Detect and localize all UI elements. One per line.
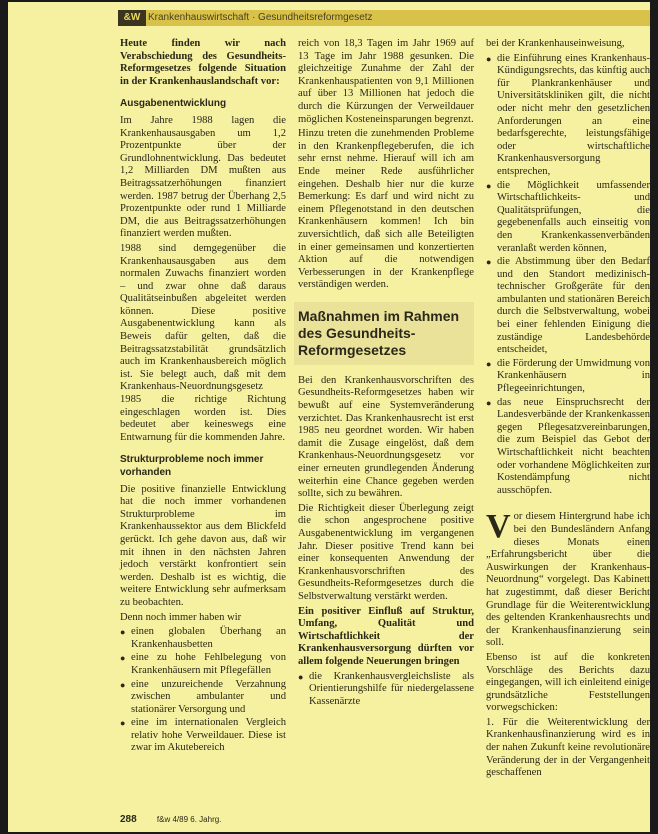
paragraph: Hinzu treten die zunehmenden Probleme in den Krankenpflegeberufen, die ich sehr ernst nehme. Hierauf will ich am Ende meiner Rede ausführlicher eingehen. Deshalb hier nur die kurze Bemerkung: Es darf und wird nicht zu einem Pflegenotstand in den deutschen Krankenhäusern kommen! Ich bin zuversichtlich, daß sich alle Beteiligten in einer gemeinsamen und konzertierten Aktion auf die notwendigen Verbesserungen in der Krankenpflege verständigen werden. — [298, 128, 474, 291]
list-item: ● eine im internationalen Vergleich relativ hohe Verweildauer. Diese ist zwar im Akutebereich — [120, 717, 286, 755]
paragraph: Die positive finanzielle Entwicklung hat die noch immer vorhandenen Strukturprobleme im Krankenhaussektor aus dem Blickfeld gerückt. Ich gehe davon aus, daß wir mit ihnen in den nächsten Jahren jedoch verstärkt konfrontiert sein werden. Deshalb ist es wichtig, die weitere Entwicklung sehr aufmerksam zu beobachten. — [120, 483, 286, 608]
list-item: ● einen globalen Überhang an Krankenhausbetten — [120, 626, 286, 651]
list-item: ● eine zu hohe Fehlbelegung von Krankenhäusern mit Pflegefällen — [120, 652, 286, 677]
bold-paragraph: Ein positiver Einfluß auf Struktur, Umfang, Qualität und Wirtschaftlichkeit der Krankenhausversorgung dürften vor allem folgende Neuerungen bringen — [298, 605, 474, 667]
lead-paragraph: Heute finden wir nach Verabschiedung des Gesundheits-Reformgesetzes folgende Situation in der Krankenhauslandschaft vor: — [120, 38, 286, 87]
bullet-list — [120, 626, 286, 755]
list-item: ● eine unzureichende Verzahnung zwischen ambulanter und stationärer Versorgung und — [120, 679, 286, 717]
list-item: ● die Förderung der Umwidmung von Krankenhäusern in Pflegeeinrichtungen, — [486, 358, 650, 396]
drop-cap: V — [486, 508, 511, 546]
paragraph: Denn noch immer haben wir — [120, 611, 242, 623]
paragraph: reich von 18,3 Tagen im Jahr 1969 auf 13 Tage im Jahr 1988 gesunken. Die gleichzeitige Zunahme der Zahl der Krankenhauspatienten von 9,1 Millionen auf über 13 Millionen hat jedoch die durch die Kürzungen der Verweildauer möglichen Kosteneinsparungen begrenzt. — [298, 38, 474, 125]
column-2 — [298, 38, 474, 709]
paragraph: Bei den Krankenhausvorschriften des Gesundheits-Reformgesetzes haben wir bewußt auf eine Systemveränderung verzichtet. Das Krankenhausrecht ist erst 1985 neu geordnet worden. Wir haben damit die Zusage eingelöst, daß dem Krankenhaus-Neuordnungsgesetz vor einer erneuten grundlegenden Änderung weiterhin eine Chance gegeben werden sollte, sich zu bewähren. — [298, 374, 474, 500]
running-header: Krankenhauswirtschaft · Gesundheitsreformgesetz — [118, 10, 650, 26]
list-item: ● die Abstimmung über den Bedarf und den Standort medizinisch-technischer Großgeräte für den ambulanten und stationären Bereich durch die Selbstverwaltung, wobei bei einer fehlenden Einigung die zuständige Landesbehörde entscheidet, — [486, 256, 650, 357]
page-number: 288 — [120, 814, 137, 825]
document-page — [8, 2, 650, 832]
list-item: ● die Krankenhausvergleichsliste als Orientierungshilfe für niedergelassene Kassenärzte — [298, 671, 474, 709]
paragraph: bei der Krankenhauseinweisung, — [486, 38, 625, 49]
heading-ausgabenentwicklung: Ausgabenentwicklung — [120, 98, 227, 110]
paragraph-text: or diesem Hintergrund habe ich bei den Bundesländern Anfang dieses Monats einen „Erfahrungsbericht über die Auswirkungen der Krankenhaus-Neuordnung“ vorgelegt. Das Kabinett hat zugestimmt, daß dieser Bericht Grundlage für die Weiterentwicklung des geltenden Krankenhausrechts und der Krankenhausfinanzierung sein soll. — [486, 511, 650, 649]
journal-logo: &W — [118, 10, 146, 26]
bullet-list — [298, 671, 474, 709]
paragraph: Ebenso ist auf die konkreten Vorschläge des Berichts dazu eingegangen, will ich einleitend einige grundsätzliche Feststellungen vorwegschicken: — [486, 651, 650, 714]
list-item: ● die Einführung eines Krankenhaus-Kündigungsrechts, das künftig auch für Plankrankenhäuser und Universitätskliniken gilt, die nicht oder nicht mehr den gesetzlichen Anforderungen an eine bedarfsgerechte, leistungsfähige oder wirtschaftliche Krankenhausversorgung entsprechen, — [486, 53, 650, 179]
paragraph: 1988 sind demgegenüber die Krankenhausausgaben aus dem normalen Zuwachs finanziert worden – und zwar ohne daß daraus Qualitätseinbußen abgeleitet werden können. Diese positive Ausgabenentwicklung kann als Beweis dafür gelten, daß die Beitragssatzstabilität grundsätzlich auch im Krankenhausbereich möglich ist. Sie belegt auch, daß mit dem Krankenhaus-Neuordnungsgesetz 1985 die richtige Richtung eingeschlagen worden ist. Dies bedeutet aber keineswegs eine Entwarnung für die kommenden Jahre. — [120, 242, 286, 443]
list-item: ● die Möglichkeit umfassender Wirtschaftlichkeits- und Qualitätsprüfungen, die gegebenenfalls auch einseitig von den Krankenkassenverbänden veranlaßt werden können, — [486, 180, 650, 256]
column-1 — [120, 38, 286, 756]
footer-source: f&w 4/89 6. Jahrg. — [156, 815, 222, 824]
paragraph: Im Jahre 1988 lagen die Krankenhausausgaben um 1,2 Prozentpunkte über der Grundlohnentwicklung. Das bedeutet 1,2 Milliarden DM mußten aus Beitragssatzerhöhungen finanziert werden. 1987 betrug der Überhang 2,5 Prozentpunkte oder rund 1 Milliarde DM, die aus Beitragssatzerhöhungen finanziert werden mußten. — [120, 114, 286, 240]
paragraph-with-dropcap — [486, 508, 650, 650]
section-title-box: Maßnahmen im Rahmen des Gesundheits-Reformgesetzes — [294, 302, 474, 365]
page-footer — [120, 814, 221, 825]
paragraph: Die Richtigkeit dieser Überlegung zeigt die schon angesprochene positive Ausgabenentwicklung im vergangenen Jahr. Dieser positive Trend kann bei einer konsequenten Anwendung der Krankenhausvorschriften des Gesundheits-Reformgesetzes durch die Selbstverwaltung verstärkt werden. — [298, 502, 474, 602]
heading-strukturprobleme: Strukturprobleme noch immer vorhanden — [120, 454, 264, 478]
paragraph: 1. Für die Weiterentwicklung der Krankenhausfinanzierung wird es in der nahen Zukunft keine revolutionäre Veränderung der in der Vergangenheit geschaffenen — [486, 716, 650, 779]
column-3 — [486, 38, 650, 782]
list-item: ● das neue Einspruchsrecht der Landesverbände der Krankenkassen gegen Pflegesatzvereinbarungen, die zum Beispiel das Gebot der Wirtschaftlichkeit nicht beachten oder vorhandene Möglichkeiten zur Kostendämpfung nicht ausschöpfen. — [486, 397, 650, 498]
bullet-list — [486, 53, 650, 498]
